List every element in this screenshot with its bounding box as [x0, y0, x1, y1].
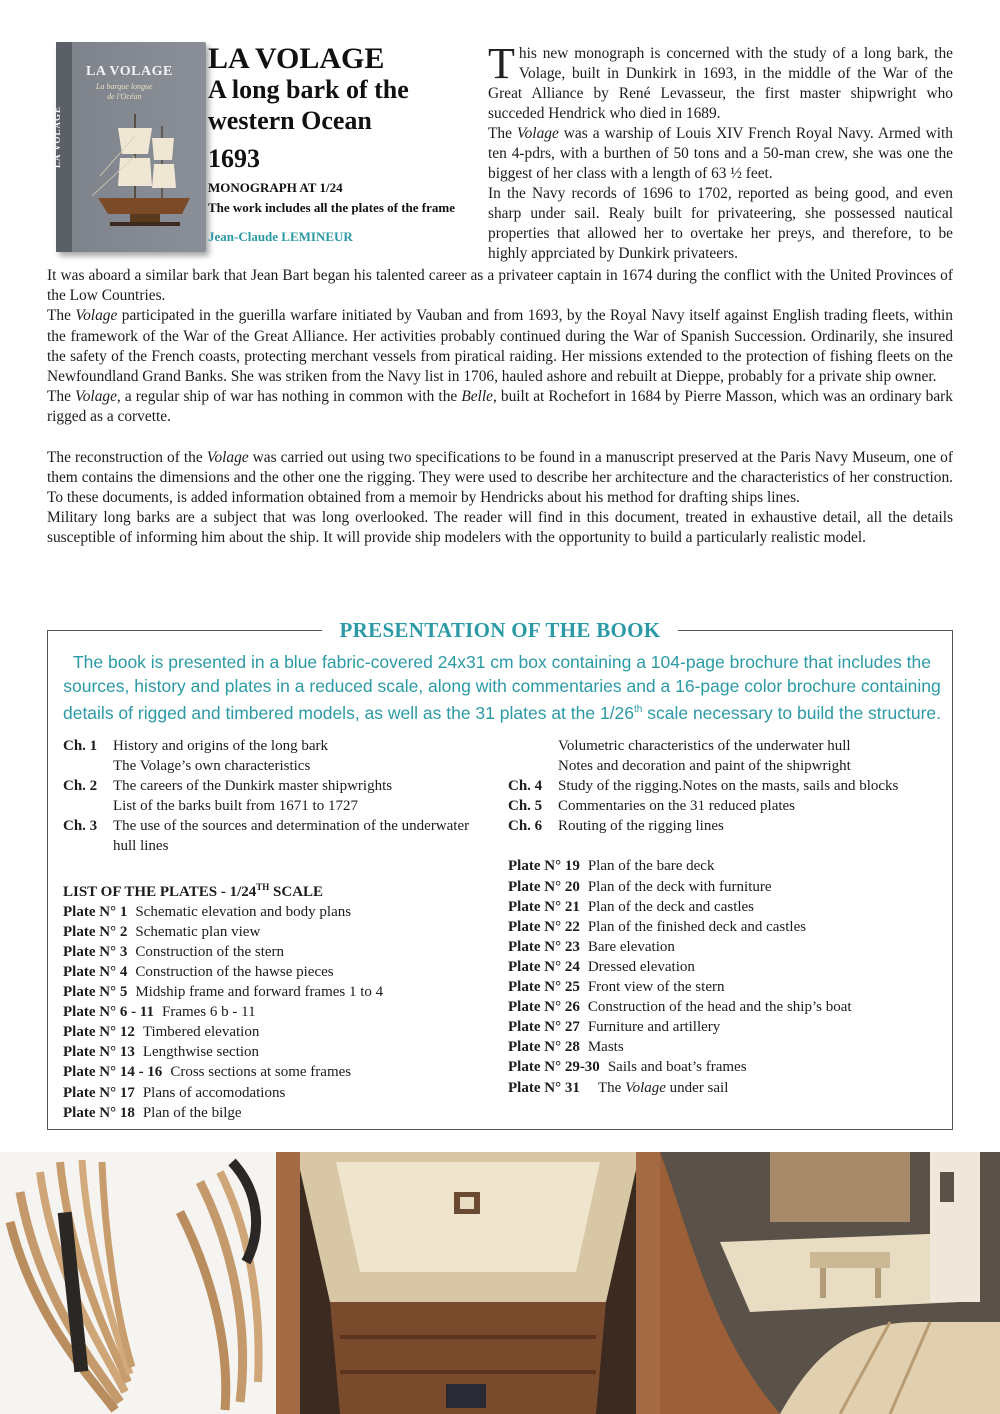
photo-hull-interior	[276, 1152, 660, 1414]
chapter-item: Ch. 5 Commentaries on the 31 reduced plates	[508, 798, 796, 815]
body-paragraph: The reconstruction of the Volage was carried out using two specifications to be found in a manuscript preserved at the Paris Navy Museum, one of them contains the dimensions and the other one the rigging. They were used to describe her architecture and the characteristics of her construction. To these documents, is added information obtained from a memoir by Hendricks about his method for drafting ships lines.	[47, 448, 953, 507]
plate-item: Plate N° 23 Bare elevation	[508, 938, 675, 955]
model-photos	[0, 1152, 1000, 1414]
body-paragraph: Military long barks are a subject that was long overlooked. The reader will find in this document, treated in exhaustive detail, all the details susceptible of informing him about the ship. It will provide ship modelers with the opportunity to build a particularly realistic model.	[47, 509, 953, 547]
book-subtitle-line1: A long bark of the	[208, 75, 409, 104]
book-year: 1693	[208, 144, 260, 173]
plate-item: Plate N° 18 Plan of the bilge	[63, 1104, 242, 1121]
book-subtitle-line2: western Ocean	[208, 106, 372, 135]
plate-item: Plate N° 22 Plan of the finished deck and castles	[508, 918, 807, 935]
drop-cap: T	[488, 39, 515, 88]
book-title: LA VOLAGE	[208, 42, 385, 75]
chapter-subitem: List of the barks built from 1671 to 1727	[113, 798, 358, 815]
body-text	[47, 266, 953, 549]
body-paragraph: The Volage, a regular ship of war has nothing in common with the Belle, built at Rochefort in 1684 by Pierre Masson, which was an ordinary bark rigged as a corvette.	[47, 388, 953, 426]
plate-item: Plate N° 6 - 11 Frames 6 b - 11	[63, 1004, 256, 1021]
cover-subtitle: La barque longue de l'Océan	[96, 82, 153, 101]
plate-item: Plate N° 13 Lengthwise section	[63, 1044, 260, 1061]
cover-title: LA VOLAGE	[86, 64, 173, 79]
plate-item: Plate N° 19 Plan of the bare deck	[508, 858, 715, 875]
ship-model-illustration	[90, 106, 200, 236]
chapter-item: Ch. 6 Routing of the rigging lines	[508, 818, 724, 835]
plate-item: Plate N° 14 - 16 Cross sections at some frames	[63, 1064, 352, 1081]
plate-item: Plate N° 4 Construction of the hawse pieces	[63, 963, 334, 980]
contents-right-column	[508, 736, 948, 1098]
chapter-subitem: Volumetric characteristics of the underwater hull	[558, 738, 851, 754]
chapter-item: Ch. 1 History and origins of the long bark	[63, 738, 328, 754]
contents-left-column	[63, 736, 493, 1123]
photo-bow-frames	[0, 1152, 276, 1414]
intro-paragraph-1: This new monograph is concerned with the study of a long bark, the Volage, built in Dunkirk in 1693, in the middle of the War of the Great Alliance by René Levasseur, the first master shipwright who succeded Hendrick who died in 1689.	[488, 39, 953, 122]
author-name: Jean-Claude LEMINEUR	[208, 229, 353, 244]
plates-list-left	[63, 902, 493, 1123]
plate-item: Plate N° 25 Front view of the stern	[508, 979, 725, 996]
intro-text	[488, 39, 953, 264]
plate-item: Plate N° 5 Midship frame and forward frames 1 to 4	[63, 984, 384, 1001]
book-cover-image	[51, 42, 206, 252]
plate-item: Plate N° 28 Masts	[508, 1039, 624, 1056]
plate-item: Plate N° 3 Construction of the stern	[63, 943, 285, 960]
presentation-text: The book is presented in a blue fabric-covered 24x31 cm box containing a 104-page brochure that includes the sources, history and plates in a reduced scale, along with commentaries and a 16-page color brochure containing details of rigged and timbered models, as well as the 31 plates at the 1/26th scale necessary to build the structure.	[62, 652, 941, 723]
intro-paragraph-3: In the Navy records of 1696 to 1702, reported as being good, and even sharp under sail. Realy built for privateering, she possessed nautical properties that allowed her to overtake her preys, and therefore, to be highly apprciated by Dunkirk privateers.	[488, 185, 953, 262]
plate-item: Plate N° 26 Construction of the head and the ship’s boat	[508, 999, 852, 1016]
cover-spine: LA VOLAGE	[56, 42, 72, 252]
plate-item: Plate N° 17 Plans of accomodations	[63, 1084, 286, 1101]
plate-item: Plate N° 1 Schematic elevation and body plans	[63, 903, 352, 920]
plates-list-right	[508, 856, 948, 1077]
title-block	[208, 44, 463, 245]
chapter-subitem: The Volage’s own characteristics	[113, 758, 311, 775]
plate-item: Plate N° 27 Furniture and artillery	[508, 1019, 721, 1036]
photo-deck-castle	[660, 1152, 1000, 1414]
presentation-box	[47, 618, 953, 1130]
presentation-title: PRESENTATION OF THE BOOK	[48, 618, 952, 643]
plate-item: Plate N° 12 Timbered elevation	[63, 1024, 260, 1041]
plate-item: Plate N° 31 The Volage under sail	[508, 1079, 729, 1096]
body-paragraph: The Volage participated in the guerilla warfare initiated by Vauban and from 1693, by the Royal Navy itself against English trading fleets, within the framework of the War of the Great Alliance. Her activities probably continued during the War of Spanish Succession. Ordinarily, she insured the safety of the French coasts, protecting merchant vessels from piratical raiding. Her missions extended to the protection of fishing fleets on the Newfoundland Grand Banks. She was striken from the Navy list in 1706, hauled ashore and rebuilt at Dieppe, probably for a private ship owner.	[47, 307, 953, 386]
work-description: The work includes all the plates of the frame	[208, 200, 455, 215]
plate-item: Plate N° 24 Dressed elevation	[508, 958, 695, 975]
plate-item: Plate N° 29-30 Sails and boat’s frames	[508, 1059, 747, 1076]
plate-item: Plate N° 20 Plan of the deck with furniture	[508, 878, 772, 895]
plates-heading: LIST OF THE PLATES - 1/24TH SCALE	[63, 881, 324, 900]
monograph-scale: MONOGRAPH AT 1/24	[208, 180, 343, 195]
chapter-item: Ch. 4 Study of the rigging.Notes on the masts, sails and blocks	[508, 778, 899, 795]
chapter-item: Ch. 3 The use of the sources and determination of the underwater hull lines	[63, 818, 470, 855]
plate-item: Plate N° 21 Plan of the deck and castles	[508, 898, 755, 915]
body-paragraph: It was aboard a similar bark that Jean Bart began his talented career as a privateer captain in 1674 during the conflict with the United Provinces of the Low Countries.	[47, 267, 953, 305]
intro-paragraph-2: The Volage was a warship of Louis XIV French Royal Navy. Armed with ten 4-pdrs, with a burthen of 50 tons and a 50-man crew, she was one the biggest of her class with a length of 63 ½ feet.	[488, 125, 953, 182]
plate-item: Plate N° 2 Schematic plan view	[63, 923, 261, 940]
chapter-subitem: Notes and decoration and paint of the shipwright	[558, 758, 851, 775]
chapter-item: Ch. 2 The careers of the Dunkirk master shipwrights	[63, 778, 393, 795]
